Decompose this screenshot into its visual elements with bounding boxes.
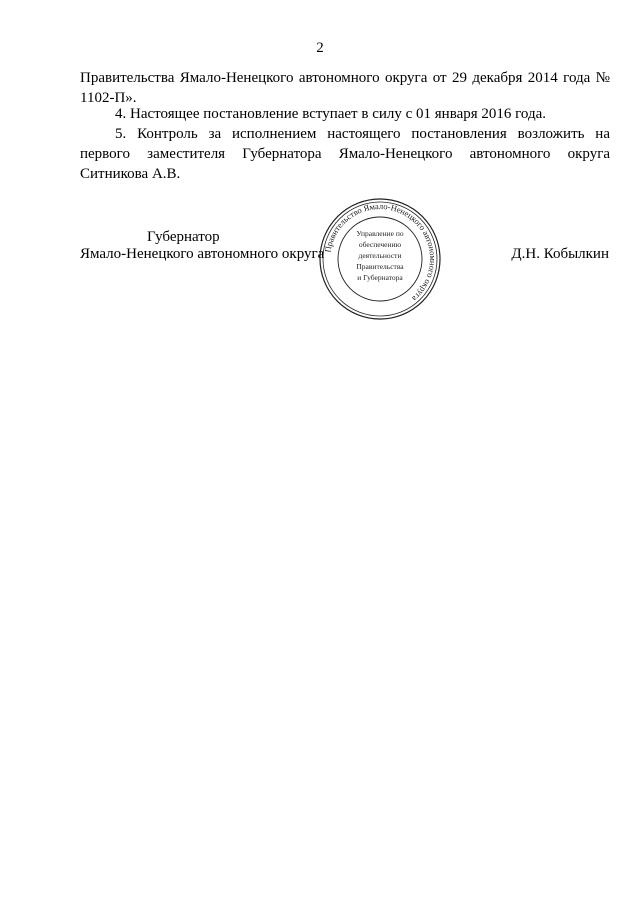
paragraph-item-4: 4. Настоящее постановление вступает в силу с 01 января 2016 года.: [115, 106, 547, 122]
signature-name: Д.Н. Кобылкин: [511, 246, 609, 262]
stamp-inner-line-5: и Губернатора: [357, 273, 403, 282]
stamp-inner-line-3: деятельности: [358, 251, 402, 260]
stamp-inner-line-1: Управление по: [356, 229, 404, 238]
stamp-inner-line-2: обеспечению: [358, 240, 402, 249]
stamp-inner-line-4: Правительства: [356, 262, 404, 271]
signature-title: Губернатор: [147, 229, 220, 245]
paragraph-item-5: 5. Контроль за исполнением настоящего постановления возложить на первого заместителя Губернатора Ямало-Ненецкого автономного округа Ситникова А.В.: [80, 126, 610, 182]
stamp-outer-text: Правительство Ямало-Ненецкого автономного округа: [322, 200, 439, 304]
page-number: 2: [316, 40, 324, 56]
official-stamp: [317, 196, 443, 322]
signature-region: Ямало-Ненецкого автономного округа: [80, 246, 325, 262]
paragraph-continuation: Правительства Ямало-Ненецкого автономного округа от 29 декабря 2014 года № 1102-П».: [80, 70, 610, 106]
